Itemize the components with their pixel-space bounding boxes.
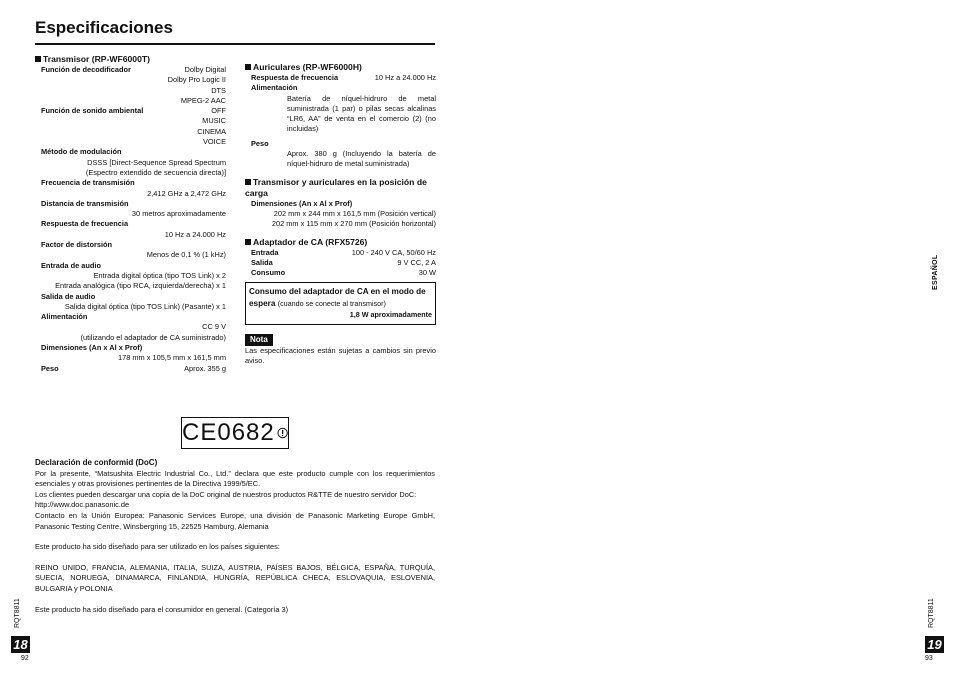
spec-value: CINEMA (197, 126, 226, 136)
spec-row (245, 268, 436, 278)
spec-label: Entrada de audio (41, 260, 101, 270)
standby-title (249, 286, 432, 310)
spec-row (245, 248, 436, 258)
nota-badge: Nota (245, 334, 273, 346)
spec-value: Aprox. 380 g (Incluyendo la batería de níquel-hidruro de metal suministrada) (287, 149, 436, 169)
spec-row (35, 65, 226, 75)
small-page-number-right: 93 (925, 655, 933, 662)
spec-row (245, 73, 436, 83)
spec-value: OFF (211, 106, 226, 116)
page-number-left: 18 (11, 636, 30, 653)
spec-label: Distancia de transmisión (41, 198, 129, 208)
spec-value: 9 V CC, 2 A (397, 257, 436, 267)
doc-paragraph: Por la presente, “Matsushita Electric Industrial Co., Ltd.” declara que este producto cumple con los requerimientos esenciales y otras provisiones pertinentes de la Directiva 1999/5/EC. (35, 468, 435, 489)
doc-url: http://www.doc.panasonic.de (35, 500, 130, 510)
spec-value: 10 Hz a 24.000 Hz (374, 73, 436, 82)
page-number-right: 19 (925, 636, 944, 653)
doc-paragraph: Este producto ha sido diseñado para ser utilizado en los países siguientes: (35, 542, 280, 552)
spec-label: Método de modulación (41, 147, 122, 157)
position-heading: Transmisor y auriculares en la posición de carga (245, 177, 436, 199)
spec-label: Dimensiones (An x Al x Prof) (251, 198, 353, 208)
standby-note: (cuando se conecte al transmisor) (277, 299, 386, 309)
spec-label: Peso (41, 363, 59, 373)
spec-value: MUSIC (202, 116, 226, 126)
doc-countries: REINO UNIDO, FRANCIA, ALEMANIA, ITALIA, SUIZA, AUSTRIA, PAÍSES BAJOS, BÉLGICA, ESPAÑA, TURQUÍA, SUECIA, NORUEGA, DINAMARCA, FINLANDIA, HUNGRÍA, REPÚBLICA CHECA, ESLOVAQUIA, ESLOVENIA, BULGARIA y POLONIA (35, 562, 435, 593)
ce-mark-text: CE0682 (182, 419, 275, 446)
standby-value: 1,8 W aproximadamente (349, 310, 432, 320)
spec-label: Entrada (251, 247, 279, 257)
transmitter-specs (35, 54, 226, 374)
spec-label: Respuesta de frecuencia (41, 219, 129, 229)
spec-value: Dolby Pro Logic II (167, 75, 226, 85)
ce-mark (181, 417, 289, 449)
spec-label: Dimensiones (An x Al x Prof) (41, 343, 143, 353)
title-rule (35, 43, 435, 45)
headphones-specs (245, 62, 436, 367)
transmitter-heading: Transmisor (RP-WF6000T) (35, 54, 226, 65)
standby-title-text: Consumo del adaptador de CA en el modo de espera (249, 287, 426, 309)
spec-value: 178 mm x 105,5 mm x 161,5 mm (117, 353, 226, 363)
spec-value: 10 Hz a 24.000 Hz (164, 229, 226, 239)
spec-value: Aprox. 355 g (184, 363, 226, 373)
standby-consumption-box (245, 282, 436, 324)
spec-value: DSSS [Direct-Sequence Spread Spectrum (87, 157, 226, 167)
spec-value: 202 mm x 115 mm x 270 mm (Posición horizontal) (271, 219, 436, 229)
spec-label: Función de decodificador (41, 65, 131, 74)
spec-value: DTS (211, 85, 226, 95)
doc-paragraph: Este producto ha sido diseñado para el consumidor en general. (Categoría 3) (35, 604, 289, 614)
spec-label: Salida (251, 257, 273, 267)
spec-row (35, 106, 226, 116)
spec-value: Entrada digital óptica (tipo TOS Link) x 2 (93, 270, 226, 280)
spec-row (35, 364, 226, 374)
spec-value: Dolby Digital (184, 65, 226, 74)
spec-value: 2,412 GHz a 2,472 GHz (147, 188, 226, 198)
spec-label: Salida de audio (41, 291, 96, 301)
spec-value: Salida digital óptica (tipo TOS Link) (Pasante) x 1 (64, 301, 226, 311)
doc-title: Declaración de conformid (DoC) (35, 458, 158, 467)
spec-value: 100 - 240 V CA, 50/60 Hz (351, 247, 436, 257)
spec-value: 30 metros aproximadamente (131, 209, 226, 219)
spec-value: VOICE (203, 137, 226, 147)
spec-label: Respuesta de frecuencia (251, 73, 339, 82)
spec-value: CC 9 V (202, 322, 226, 332)
spec-value: Entrada analógica (tipo RCA, izquierda/derecha) x 1 (55, 281, 226, 291)
spec-value: Menos de 0,1 % (1 kHz) (146, 250, 226, 260)
nota-text: Las especificaciones están sujetas a cambios sin previo aviso. (245, 346, 436, 366)
spec-label: Frecuencia de transmisión (41, 178, 135, 188)
doc-paragraph: Los clientes pueden descargar una copia de la DoC original de nuestros productos R&TTE de nuestro servidor DoC: (35, 489, 417, 499)
spec-label: Alimentación (251, 83, 298, 93)
spec-value: MPEG-2 AAC (180, 95, 226, 105)
alert-icon (277, 424, 288, 442)
doc-code-right: RQT8811 (928, 598, 935, 628)
declaration-of-conformity (35, 458, 435, 615)
spec-row (245, 258, 436, 268)
spec-value: Batería de níquel-hidruro de metal suministrada (1 par) o pilas secas alcalinas “LR6, AA” de venta en el comercio (2) (no incluidas) (287, 93, 436, 134)
spec-label: Factor de distorsión (41, 240, 113, 250)
small-page-number-left: 92 (21, 655, 29, 662)
spec-value: (Espectro extendido de secuencia directa)] (85, 167, 226, 177)
spec-value: 30 W (418, 268, 436, 278)
doc-code-left: RQT8811 (14, 598, 21, 628)
spec-label: Función de sonido ambiental (41, 106, 144, 116)
spec-label: Alimentación (41, 312, 88, 322)
page-title: Especificaciones (35, 18, 173, 37)
adapter-heading: Adaptador de CA (RFX5726) (245, 237, 436, 248)
headphones-heading: Auriculares (RP-WF6000H) (245, 62, 436, 73)
spec-label: Peso (251, 138, 269, 148)
spec-label: Consumo (251, 268, 286, 278)
spec-value: 202 mm x 244 mm x 161,5 mm (Posición vertical) (273, 208, 436, 218)
language-tab: ESPAÑOL (932, 254, 939, 290)
spec-value: (utilizando el adaptador de CA suministrado) (80, 332, 226, 342)
doc-paragraph: Contacto en la Unión Europea: Panasonic Services Europe, una división de Panasonic Marketing Europe GmbH, Panasonic Testing Centre, Winsbergring 15, 22525 Hamburg, Alemania (35, 510, 435, 531)
